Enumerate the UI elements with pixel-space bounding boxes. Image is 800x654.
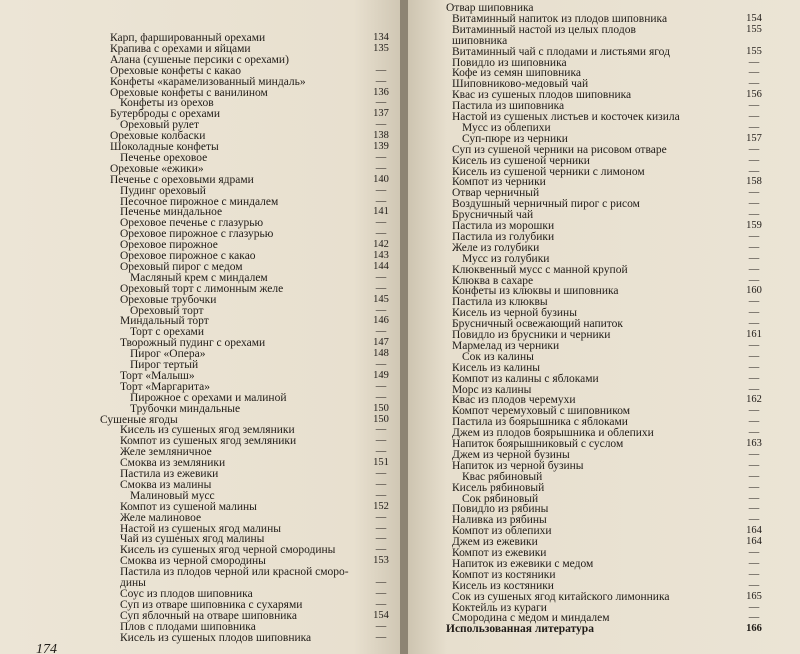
toc-entry-title: Кофе из семян шиповника: [452, 67, 581, 80]
toc-entry-page: —: [748, 56, 760, 68]
toc-entry-title: шиповника: [452, 34, 508, 47]
toc-entry-page: —: [375, 64, 387, 76]
toc-entry-title: Брусничный чай: [452, 209, 534, 222]
toc-entry-title: Смородина с медом и миндалем: [452, 612, 610, 625]
toc-entry-page: —: [748, 78, 760, 90]
toc-entry-title: Пудинг ореховый: [120, 184, 206, 197]
toc-entry-page: —: [375, 489, 387, 501]
toc-entry-page: 159: [746, 220, 762, 231]
toc-entry-page: —: [375, 228, 387, 240]
toc-entry-title: Кисель из костяники: [452, 579, 554, 592]
toc-entry-title: Шиповниково-медовый чай: [452, 78, 589, 91]
toc-entry-title: Джем из ежевики: [452, 536, 538, 549]
toc-entry-page: —: [748, 481, 760, 493]
toc-entry-page: 165: [746, 590, 762, 602]
toc-entry-page: —: [375, 151, 387, 163]
toc-entry-page: —: [375, 424, 387, 436]
toc-entry-page: —: [748, 612, 760, 624]
toc-entry-title: Конфеты «карамелизованный миндаль»: [110, 75, 306, 88]
toc-entry-page: —: [375, 468, 387, 479]
toc-entry-title: Кисель из сушеных ягод земляники: [120, 424, 295, 437]
toc-entry-title: Клюквенный мусс с манной крупой: [452, 263, 628, 276]
toc-entry-title: Кисель из сушеной черники: [452, 154, 590, 167]
toc-entry-title: Соус из плодов шиповника: [120, 587, 253, 600]
toc-entry-title: Коктейль из кураги: [452, 601, 547, 614]
toc-entry-title: Отвар черничный: [452, 187, 540, 200]
toc-entry-title: Мусс из голубики: [462, 252, 550, 265]
toc-entry-title: Сок рябиновый: [462, 492, 539, 505]
toc-entry-page: 161: [746, 329, 762, 340]
toc-entry-page: 164: [746, 525, 762, 537]
toc-entry-page: —: [748, 547, 760, 558]
toc-entry-page: —: [375, 631, 387, 643]
toc-entry-title: Наливка из рябины: [452, 514, 547, 527]
toc-entry-title: Чай из сушеных ягод малины: [120, 533, 265, 546]
toc-entry-page: —: [748, 557, 760, 569]
toc-entry-page: —: [748, 579, 760, 591]
toc-entry-title: Ореховый рулет: [120, 119, 199, 132]
toc-entry-page: —: [375, 598, 387, 610]
toc-entry-page: —: [375, 577, 387, 588]
toc-entry-page: —: [375, 478, 387, 490]
toc-entry-page: —: [748, 361, 760, 373]
toc-entry-page: —: [375, 75, 387, 87]
toc-entry-title: Плов с плодами шиповника: [120, 620, 256, 633]
toc-entry-page: —: [375, 511, 387, 523]
toc-entry-title: Печенье с ореховыми ядрами: [110, 173, 254, 186]
toc-entry-title: Квас из плодов черемухи: [452, 394, 576, 407]
toc-entry-page: —: [375, 162, 387, 174]
toc-entry-title: Кисель из черной бузины: [452, 307, 577, 320]
toc-entry-page: —: [375, 587, 387, 599]
toc-entry-title: Витаминный чай с плодами и листьями ягод: [452, 45, 670, 58]
toc-entry-page: 150: [373, 413, 389, 425]
toc-entry-title: Ореховые колбаски: [110, 130, 206, 143]
toc-entry-page: —: [375, 359, 387, 370]
toc-entry-page: —: [748, 100, 760, 112]
toc-entry-page: —: [375, 533, 387, 545]
toc-entry-title: Компот из калины с яблоками: [452, 372, 599, 385]
toc-entry-title: дины: [120, 577, 146, 589]
toc-entry-page: 143: [373, 250, 389, 261]
toc-entry-title: Компот из черники: [452, 176, 546, 189]
toc-entry-page: —: [748, 318, 760, 330]
toc-entry-title: Пастила из плодов черной или красной сморо-: [120, 566, 349, 579]
toc-entry-title: Шоколадные конфеты: [110, 141, 219, 153]
toc-entry-page: —: [748, 372, 760, 384]
toc-entry-page: 150: [373, 402, 389, 414]
toc-entry-page: 154: [373, 609, 389, 621]
toc-entry-page: —: [748, 307, 760, 319]
toc-entry-title: Пирог «Опера»: [130, 348, 206, 361]
toc-entry-page: —: [375, 326, 387, 338]
toc-entry-page: —: [748, 154, 760, 166]
toc-entry-title: Смоква из земляники: [120, 457, 226, 470]
toc-entry-title: Кисель из сушеной черники с лимоном: [452, 165, 645, 178]
toc-entry-page: 163: [746, 438, 762, 449]
toc-entry-page: —: [748, 111, 760, 122]
toc-entry-title: Трубочки миндальные: [130, 402, 241, 415]
toc-entry-page: 160: [746, 285, 762, 297]
toc-entry-title: Пастила из шиповника: [452, 100, 565, 113]
toc-entry-title: Настой из сушеных ягод малины: [120, 522, 281, 535]
toc-entry-title: Сок из калины: [462, 350, 534, 363]
toc-entry-page: 152: [373, 500, 389, 512]
toc-entry-page: —: [375, 282, 387, 294]
toc-entry-page: —: [375, 119, 387, 131]
page-number: 174: [36, 642, 57, 654]
toc-entry-page: —: [748, 296, 760, 308]
toc-entry: [408, 621, 800, 637]
toc-entry-title: Миндальный торт: [120, 315, 209, 328]
toc-entry-page: —: [375, 184, 387, 196]
toc-entry-page: 166: [746, 623, 762, 635]
toc-entry-title: Витаминный напиток из плодов шиповника: [452, 12, 668, 25]
toc-entry-title: Суп-пюре из черники: [462, 132, 568, 145]
toc-entry-page: —: [748, 459, 760, 471]
toc-entry-page: —: [375, 620, 387, 632]
toc-entry-page: 147: [373, 337, 389, 349]
toc-entry-title: Смоква из черной смородины: [120, 555, 266, 568]
toc-entry-page: —: [375, 195, 387, 207]
toc-entry-title: Кисель из сушеных ягод черной смородины: [120, 544, 336, 557]
toc-entry-page: —: [375, 271, 387, 283]
toc-entry-page: 154: [746, 12, 762, 24]
toc-entry-page: 156: [746, 89, 762, 101]
toc-entry-page: —: [748, 263, 760, 275]
toc-entry-page: —: [375, 97, 387, 109]
toc-entry-page: 162: [746, 394, 762, 406]
toc-entry-title: Масляный крем с миндалем: [130, 271, 268, 284]
toc-entry-page: —: [748, 514, 760, 526]
toc-entry-page: 158: [746, 176, 762, 188]
toc-entry-title: Повидло из шиповника: [452, 56, 567, 69]
toc-entry-page: 141: [373, 206, 389, 218]
toc-entry-title: Компот из сушеной малины: [120, 500, 257, 513]
toc-entry-title: Ореховое печенье с глазурью: [120, 217, 264, 230]
toc-entry-title: Компот из облепихи: [452, 525, 552, 538]
toc-entry-title: Конфеты из клюквы и шиповника: [452, 285, 619, 298]
toc-entry-page: 144: [373, 260, 389, 272]
toc-entry-title: Печенье ореховое: [120, 151, 208, 164]
toc-entry-title: Настой из сушеных листьев и косточек кизила: [452, 111, 680, 123]
toc-entry-title: Желе малиновое: [120, 511, 202, 524]
toc-entry-title: Ореховые трубочки: [120, 293, 217, 306]
toc-entry-title: Клюква в сахаре: [452, 274, 534, 287]
toc-entry-page: 157: [746, 132, 762, 144]
toc-entry-title: Крапива с орехами и яйцами: [110, 42, 251, 55]
toc-entry-title: Витаминный настой из целых плодов: [452, 23, 636, 36]
toc-entry-title: Компот из сушеных ягод земляники: [120, 435, 297, 448]
toc-entry-title: Суп из сушеной черники на рисовом отваре: [452, 143, 667, 156]
toc-entry-title: Карп, фаршированный орехами: [110, 32, 266, 44]
toc-entry-page: —: [748, 230, 760, 242]
toc-entry-page: —: [375, 304, 387, 316]
toc-entry-title: Напиток из черной бузины: [452, 459, 584, 472]
toc-entry-title: Сушеные ягоды: [100, 413, 178, 426]
toc-entry-title: Ореховый пирог с медом: [120, 260, 243, 273]
toc-entry-title: Напиток из ежевики с медом: [452, 557, 594, 570]
toc-entry-title: Брусничный освежающий напиток: [452, 318, 623, 331]
toc-entry-page: —: [375, 391, 387, 403]
toc-entry-title: Сок из сушеных ягод китайского лимонника: [452, 590, 670, 603]
toc-entry-title: Кисель из калины: [452, 361, 540, 374]
toc-entry-page: —: [748, 416, 760, 428]
toc-entry-page: 155: [746, 23, 762, 35]
toc-entry-title: Ореховые «ежики»: [110, 162, 204, 175]
toc-entry-title: Повидло из брусники и черники: [452, 329, 611, 341]
toc-entry-page: 137: [373, 108, 389, 120]
toc-entry-title: Компот из ежевики: [452, 547, 547, 559]
toc-entry-title: Кисель рябиновый: [452, 481, 545, 494]
toc-entry-page: —: [748, 383, 760, 395]
toc-entry-page: —: [748, 187, 760, 199]
toc-entry-page: —: [748, 165, 760, 177]
toc-entry-page: 155: [746, 45, 762, 57]
toc-entry-page: —: [748, 274, 760, 286]
toc-entry-title: Кисель из сушеных плодов шиповника: [120, 631, 312, 644]
toc-entry-title: Пирожное с орехами и малиной: [130, 391, 287, 404]
toc-entry-title: Конфеты из орехов: [120, 97, 214, 110]
toc-entry-page: 134: [373, 32, 389, 43]
toc-entry-page: 149: [373, 369, 389, 381]
toc-entry-page: —: [748, 209, 760, 221]
toc-entry-title: Смоква из малины: [120, 478, 212, 491]
toc-entry-title: Морс из калины: [452, 383, 532, 396]
toc-entry-title: Ореховые конфеты с ванилином: [110, 86, 268, 99]
toc-entry-title: Мусс из облепихи: [462, 121, 551, 134]
toc-entry-page: —: [375, 380, 387, 392]
toc-entry-title: Желе из голубики: [452, 241, 540, 254]
toc-entry-title: Повидло из рябины: [452, 503, 549, 516]
right-page: [408, 0, 800, 654]
toc-entry-title: Джем из плодов боярышника и облепихи: [452, 427, 654, 440]
toc-entry-page: 135: [373, 42, 389, 54]
toc-entry-page: 151: [373, 457, 389, 469]
toc-entry-page: —: [748, 252, 760, 264]
toc-entry-title: Суп яблочный на отваре шиповника: [120, 609, 297, 622]
toc-entry-title: Ореховый торт с лимонным желе: [120, 282, 284, 295]
toc-entry-page: —: [375, 435, 387, 447]
toc-entry-page: —: [748, 143, 760, 155]
toc-entry-page: —: [375, 544, 387, 556]
toc-entry-page: 140: [373, 173, 389, 185]
toc-entry-title: Печенье миндальное: [120, 206, 223, 219]
toc-entry-title: Суп из отваре шиповника с сухарями: [120, 598, 303, 611]
toc-entry-page: 164: [746, 536, 762, 548]
toc-entry-page: 146: [373, 315, 389, 327]
toc-entry-page: —: [748, 568, 760, 580]
toc-entry-title: Пирог тертый: [130, 359, 199, 371]
toc-entry-title: Воздушный черничный пирог с рисом: [452, 198, 640, 211]
toc-entry-title: Пастила из голубики: [452, 230, 555, 243]
toc-entry-title: Напиток боярышниковый с суслом: [452, 438, 624, 450]
toc-entry-page: —: [375, 217, 387, 229]
toc-entry-page: 138: [373, 130, 389, 142]
toc-entry-title: Торт «Маргарита»: [120, 380, 210, 393]
toc-entry-title: Бутерброды с орехами: [110, 108, 220, 121]
toc-entry-page: 139: [373, 141, 389, 152]
toc-entry-page: —: [748, 198, 760, 210]
toc-entry-page: 153: [373, 555, 389, 567]
toc-entry-title: Творожный пудинг с орехами: [120, 337, 266, 350]
toc-entry-page: 148: [373, 348, 389, 360]
toc-entry-page: 145: [373, 293, 389, 305]
toc-entry-title: Алана (сушеные персики с орехами): [110, 53, 289, 66]
toc-entry-page: 136: [373, 86, 389, 98]
toc-entry-title: Желе земляничное: [120, 446, 212, 459]
toc-entry-title: Малиновый мусс: [130, 489, 215, 502]
toc-entry-page: —: [748, 427, 760, 439]
toc-entry-title: Пастила из боярышника с яблоками: [452, 416, 628, 429]
toc-entry-title: Ореховый торт: [130, 304, 204, 317]
toc-entry-page: —: [748, 350, 760, 362]
toc-entry-page: 142: [373, 239, 389, 251]
toc-entry-title: Компот черемуховый с шиповником: [452, 405, 631, 418]
toc-entry-page: —: [748, 339, 760, 351]
toc-entry-title: Ореховое пирожное с глазурью: [120, 228, 274, 241]
toc-entry-title: Ореховое пирожное: [120, 239, 218, 252]
toc-entry-page: —: [748, 492, 760, 504]
toc-entry-title: Отвар шиповника: [446, 2, 534, 14]
toc-entry-page: —: [748, 601, 760, 613]
toc-entry-page: —: [375, 522, 387, 534]
toc-entry-title: Компот из костяники: [452, 568, 556, 581]
toc-entry-title: Джем из черной бузины: [452, 448, 570, 461]
toc-entry-title: Мармелад из черники: [452, 339, 560, 352]
toc-entry-page: —: [748, 405, 760, 417]
toc-entry-page: —: [375, 446, 387, 458]
toc-entry: [0, 630, 402, 646]
toc-entry-page: —: [748, 67, 760, 79]
toc-entry-title: Песочное пирожное с миндалем: [120, 195, 279, 208]
toc-entry-title: Пастила из морошки: [452, 220, 555, 232]
toc-entry-page: —: [748, 448, 760, 460]
toc-entry-title: Пастила из клюквы: [452, 296, 548, 309]
toc-entry-title: Пастила из ежевики: [120, 468, 219, 480]
toc-entry-title: Ореховое пирожное с какао: [120, 250, 256, 262]
toc-entry-title: Торт с орехами: [130, 326, 204, 339]
toc-entry-page: —: [748, 470, 760, 482]
toc-entry-title: Квас рябиновый: [462, 470, 543, 483]
toc-entry-title: Ореховые конфеты с какао: [110, 64, 242, 77]
toc-entry-page: —: [748, 241, 760, 253]
toc-entry-title: Использованная литература: [446, 623, 594, 636]
toc-entry-page: —: [748, 503, 760, 515]
toc-entry-page: —: [748, 121, 760, 133]
toc-entry-title: Квас из сушеных плодов шиповника: [452, 89, 632, 102]
toc-entry-title: Торт «Малыш»: [120, 369, 195, 382]
